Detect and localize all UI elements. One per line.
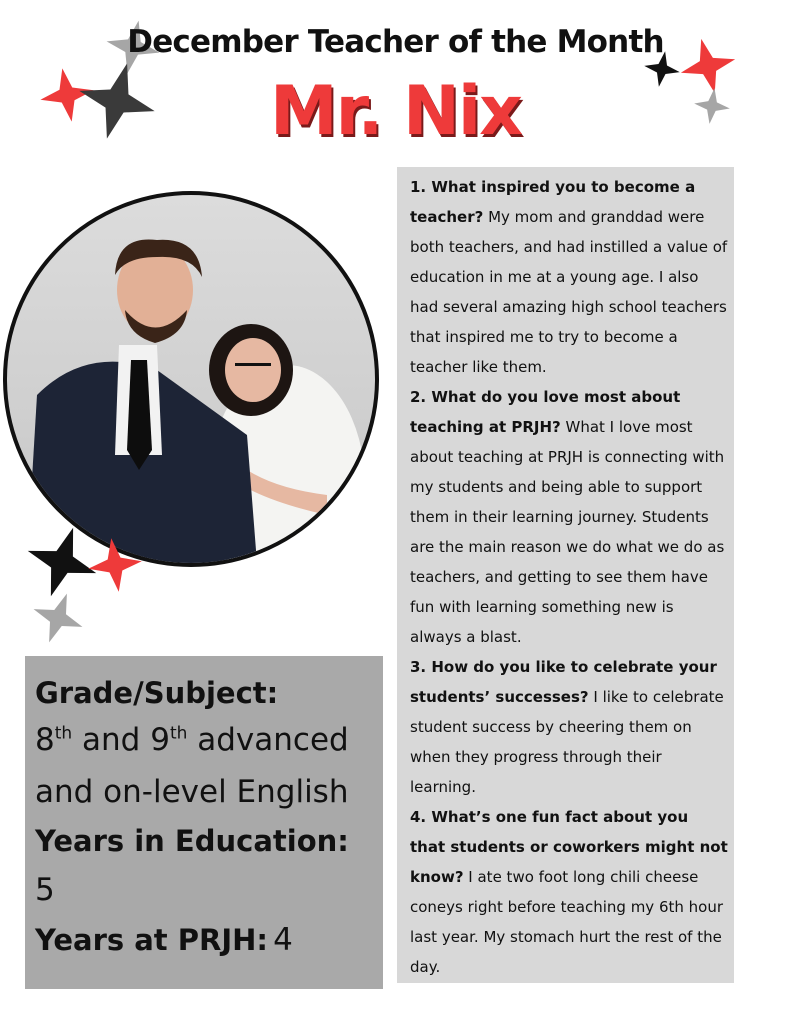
red-star-icon [88,538,142,592]
years-at-prjh: Years at PRJH: 4 [35,922,293,958]
page-subtitle: December Teacher of the Month [127,24,664,60]
years-in-education-label: Years in Education: [35,824,349,858]
grade-subject-value-line2: and on-level English [35,774,349,810]
interview-text [410,172,728,982]
qa-item: 2. What do you love most about teaching at PRJH? What I love most about teaching at PRJH is connecting with my students and being able to support them in their learning journey. Students are the main reason we do what we do as teachers, and getting to see them have fun with learning something new is always a blast. [410,388,725,646]
teacher-info-panel [25,656,383,989]
years-in-education-value: 5 [35,872,55,908]
interview-panel [397,167,734,983]
grade-subject-value: 8th and 9th advanced [35,722,349,758]
gray-star-icon [32,592,84,644]
qa-item: 3. How do you like to celebrate your students’ successes? I like to celebrate student success by cheering them on when they progress through their learning. [410,658,724,796]
teacher-photo [3,191,379,567]
qa-item: 4. What’s one fun fact about you that students or coworkers might not know? I ate two foot long chili cheese coneys right before teaching my 6th hour last year. My stomach hurt the rest of the day. [410,808,728,976]
page-title: Mr. Nix [269,72,522,151]
photo-illustration [7,195,375,563]
grade-subject-label: Grade/Subject: [35,676,279,710]
qa-item: 1. What inspired you to become a teacher? My mom and granddad were both teachers, and had instilled a value of education in me at a young age. I also had several amazing high school teachers that inspired me to try to become a teacher like them. [410,178,728,376]
